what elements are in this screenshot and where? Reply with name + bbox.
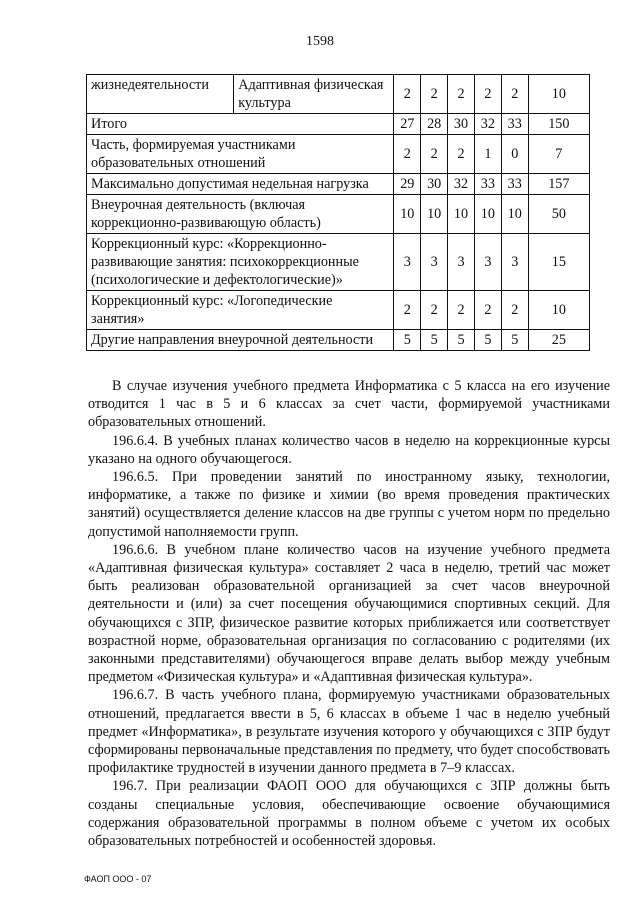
table-cell-total: 25 <box>528 330 589 351</box>
table-cell: 27 <box>394 114 421 135</box>
table-cell: 3 <box>394 234 421 291</box>
row-label-part-b: Адаптивная физическая культура <box>234 75 394 114</box>
table-cell: 33 <box>501 114 528 135</box>
row-label: Максимально допустимая недельная нагрузка <box>87 174 394 195</box>
table-cell: 2 <box>421 135 448 174</box>
table-row <box>87 330 590 351</box>
table-cell: 28 <box>421 114 448 135</box>
row-label: Коррекционный курс: «Коррекционно-развивающие занятия: психокоррекционные (психологические и дефектологические)» <box>87 234 394 291</box>
table-cell: 10 <box>474 195 501 234</box>
table-cell: 2 <box>448 291 475 330</box>
table-cell-total: 10 <box>528 291 589 330</box>
table-cell: 5 <box>394 330 421 351</box>
table-cell-total: 15 <box>528 234 589 291</box>
table-cell: 5 <box>421 330 448 351</box>
table-cell: 30 <box>448 114 475 135</box>
paragraph: 196.6.7. В часть учебного плана, формируемую участниками образовательных отношений, предлагается ввести в 5, 6 классах в объеме 1 час в неделю учебный предмет «Информатика», в результате изучения которого у обучающихся с ЗПР будут сформированы первоначальные представления по предмету, что будет способствовать профилактике трудностей в изучении данного предмета в 7–9 классах. <box>88 687 610 777</box>
table-cell: 2 <box>394 75 421 114</box>
table-cell: 10 <box>448 195 475 234</box>
page-number: 1598 <box>306 34 334 49</box>
table-row <box>87 114 590 135</box>
table-cell: 32 <box>448 174 475 195</box>
paragraph: В случае изучения учебного предмета Информатика с 5 класса на его изучение отводится 1 час в 5 и 6 классах за счет части, формируемой участниками образовательных отношений. <box>88 378 610 431</box>
table-cell-total: 7 <box>528 135 589 174</box>
table-cell: 3 <box>474 234 501 291</box>
table-cell: 33 <box>501 174 528 195</box>
table-row <box>87 75 590 114</box>
table-cell: 29 <box>394 174 421 195</box>
table-cell: 5 <box>474 330 501 351</box>
table-cell: 2 <box>448 75 475 114</box>
table-cell: 0 <box>501 135 528 174</box>
table-cell-total: 10 <box>528 75 589 114</box>
table-cell: 2 <box>501 291 528 330</box>
row-label-part-a: жизнедеятельности <box>87 75 234 114</box>
table-cell-total: 150 <box>528 114 589 135</box>
table-row <box>87 135 590 174</box>
table-cell: 2 <box>421 75 448 114</box>
footer-code: ФАОП ООО - 07 <box>84 874 152 884</box>
paragraph: 196.6.6. В учебном плане количество часов на изучение учебного предмета «Адаптивная физическая культура» составляет 2 часа в неделю, третий час может быть реализован образовательной организацией за счет часов внеурочной деятельности и (или) за счет посещения обучающимися спортивных секций. Для обучающихся с ЗПР, физическое развитие которых приближается или соответствует возрастной норме, образовательная организация по согласованию с родителями (их законными представителями) обучающегося вправе делать выбор между учебным предметом «Физическая культура» и «Адаптивная физическая культура». <box>88 541 610 686</box>
paragraph: 196.6.4. В учебных планах количество часов в неделю на коррекционные курсы указано на одного обучающегося. <box>88 432 610 467</box>
table-cell: 32 <box>474 114 501 135</box>
table-cell: 1 <box>474 135 501 174</box>
row-label: Другие направления внеурочной деятельности <box>87 330 394 351</box>
table-cell: 2 <box>394 135 421 174</box>
row-label: Коррекционный курс: «Логопедические занятия» <box>87 291 394 330</box>
table-cell: 2 <box>394 291 421 330</box>
row-label: Внеурочная деятельность (включая коррекционно-развивающую область) <box>87 195 394 234</box>
table-row <box>87 291 590 330</box>
table-cell: 33 <box>474 174 501 195</box>
table-cell: 2 <box>474 291 501 330</box>
table-cell: 30 <box>421 174 448 195</box>
table-cell: 2 <box>501 75 528 114</box>
table-cell: 3 <box>448 234 475 291</box>
curriculum-table <box>86 74 590 351</box>
table-cell-total: 157 <box>528 174 589 195</box>
body-text <box>88 377 610 850</box>
table-cell: 10 <box>421 195 448 234</box>
table-row <box>87 195 590 234</box>
table-cell: 2 <box>474 75 501 114</box>
table-row <box>87 234 590 291</box>
row-label: Итого <box>87 114 394 135</box>
paragraph: 196.6.5. При проведении занятий по иностранному языку, технологии, информатике, а также по физике и химии (во время проведения практических занятий) осуществляется деление классов на две группы с учетом норм по предельно допустимой наполняемости групп. <box>88 469 610 540</box>
row-label: Часть, формируемая участниками образовательных отношений <box>87 135 394 174</box>
table-cell-total: 50 <box>528 195 589 234</box>
table-cell: 2 <box>421 291 448 330</box>
table-cell: 10 <box>394 195 421 234</box>
paragraph: 196.7. При реализации ФАОП ООО для обучающихся с ЗПР должны быть созданы специальные условия, обеспечивающие освоение обучающимися содержания образовательной программы в полном объеме с учетом их особых образовательных потребностей и особенностей здоровья. <box>88 778 610 850</box>
table-cell: 3 <box>421 234 448 291</box>
table-cell: 5 <box>501 330 528 351</box>
table-cell: 5 <box>448 330 475 351</box>
table-cell: 3 <box>501 234 528 291</box>
table-cell: 2 <box>448 135 475 174</box>
table-row <box>87 174 590 195</box>
table-cell: 10 <box>501 195 528 234</box>
